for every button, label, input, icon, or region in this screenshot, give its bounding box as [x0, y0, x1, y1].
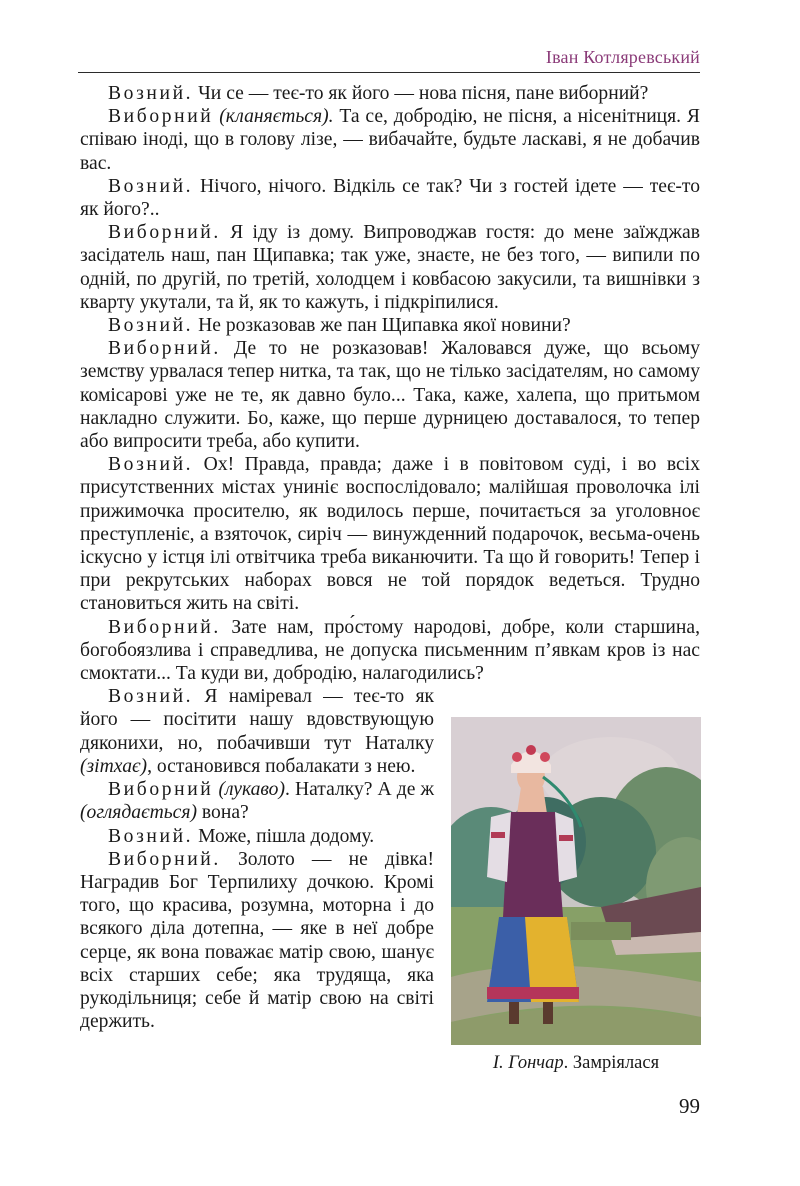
speaker-name: Возний. [108, 83, 194, 104]
paragraph [80, 685, 434, 778]
painting-illustration [451, 717, 701, 1045]
paragraph [80, 778, 434, 824]
speaker-name: Возний. [108, 315, 194, 337]
speech: Може, пішла додому. [193, 825, 375, 847]
paragraph [80, 453, 700, 615]
speech: Де то не розказовав! Жаловався дуже, що всьому земству урвалася тепер нитка, та так, що не тілько засідателям, но самому комісарові уже не те, як давно було... Така, каже, халепа, що притьмом накладно служити. Бо, каже, що перше дурницею доставалося, то тепер або випросити треба, або купити. [80, 338, 700, 453]
speech: Нічого, нічого. Відкіль се так? Чи з гостей ідете — теє-то як його?.. [80, 175, 700, 221]
speaker-name: Виборний [108, 106, 214, 128]
paragraph [80, 825, 434, 848]
speech: Ох! Правда, правда; даже і в повітовом суді, і во всіх присутственних містах унинiє воспослідовало; малійшая проволочка ілі прижимочка просителю, як водилось перше, почитається за уголовноє преступленіє, а взяточок, сиріч — винужденний подарочок, весьма-очень іскусно у істця ілі отвітчика треба виканючити. Та що й говорить! Тепер і при рекрутських наборах вовся не той порядок ведеться. Трудно становиться жить на світі. [80, 454, 700, 615]
speaker-name: Возний. [108, 825, 194, 847]
running-title: Іван Котляревський [545, 47, 700, 67]
speaker-name: Виборний. [108, 848, 221, 870]
painting-image [451, 717, 701, 1045]
speech: вона? [197, 802, 249, 824]
speaker-name: Виборний [108, 779, 214, 801]
running-head [78, 46, 700, 73]
caption-author: І. Гончар [492, 1053, 564, 1073]
speech: Золото — не дівка! Наградив Бог Терпилиху дочкою. Кромі того, що красива, розумна, моторна і до всякого діла дотепна, — яке в неї добре серце, як вона поважає матір свою, шанує всіх старших себе; яка трудяща, яка рукодільниця; себе й матір свою на світі держить. [80, 848, 434, 1033]
speech: . Наталку? А де ж [285, 779, 434, 801]
speech: , остановився побалакати з нею. [147, 755, 416, 777]
paragraph [80, 175, 700, 221]
speech: Та се, добродію, не пісня, а нісенітниця. Я співаю іноді, що в голову лізе, — вибачайте, будьте ласкаві, я не добачив вас. [80, 106, 700, 174]
caption-title: Замріялася [572, 1053, 660, 1073]
speaker-name: Возний. [108, 686, 194, 708]
speaker-name: Возний. [108, 175, 194, 197]
paragraph [80, 848, 434, 1034]
caption-separator: . [563, 1053, 573, 1073]
speech: Не розказовав же пан Щипавка якої новини? [193, 315, 571, 337]
figure-caption [451, 1053, 701, 1074]
speaker-name: Виборний. [108, 616, 221, 638]
stage-direction: (лукаво) [218, 779, 285, 801]
paragraph [80, 616, 700, 686]
speaker-name: Виборний. [108, 338, 221, 360]
paragraph [80, 221, 700, 314]
stage-direction: (кланяється). [219, 106, 334, 128]
paragraph [80, 105, 700, 175]
page-number: 99 [679, 1094, 700, 1118]
speaker-name: Возний. [108, 454, 194, 476]
paragraph [80, 337, 700, 453]
speech: Я іду із дому. Випроводжав гостя: до мене заїжджав засідатель наш, пан Щипавка; так уже, знаєте, не без того, — випили по одній, по другій, по третій, холодцем і ковбасою закусили, та вишнівки з кварту укутали, та й, як то кажуть, і підкріпилися. [80, 222, 700, 313]
speaker-name: Виборний. [108, 222, 221, 244]
stage-direction: (зітхає) [80, 755, 148, 777]
stage-direction: (оглядається) [80, 802, 198, 824]
speech: Я наміревал — теє-то як його — посітити нашу вдовствующую дяконихи, но, побачивши тут Наталку [80, 686, 434, 754]
speech: Зате нам, про́стому народові, добре, коли старшина, богобоязлива і справедлива, не допуска письменним п’явкам кров із нас смоктати... Та куди ви, добродію, налагодились? [80, 616, 700, 685]
paragraph [80, 82, 700, 105]
paragraph [80, 314, 700, 337]
speech: Чи се — теє-то як його — нова пісня, пане виборний? [193, 83, 649, 104]
